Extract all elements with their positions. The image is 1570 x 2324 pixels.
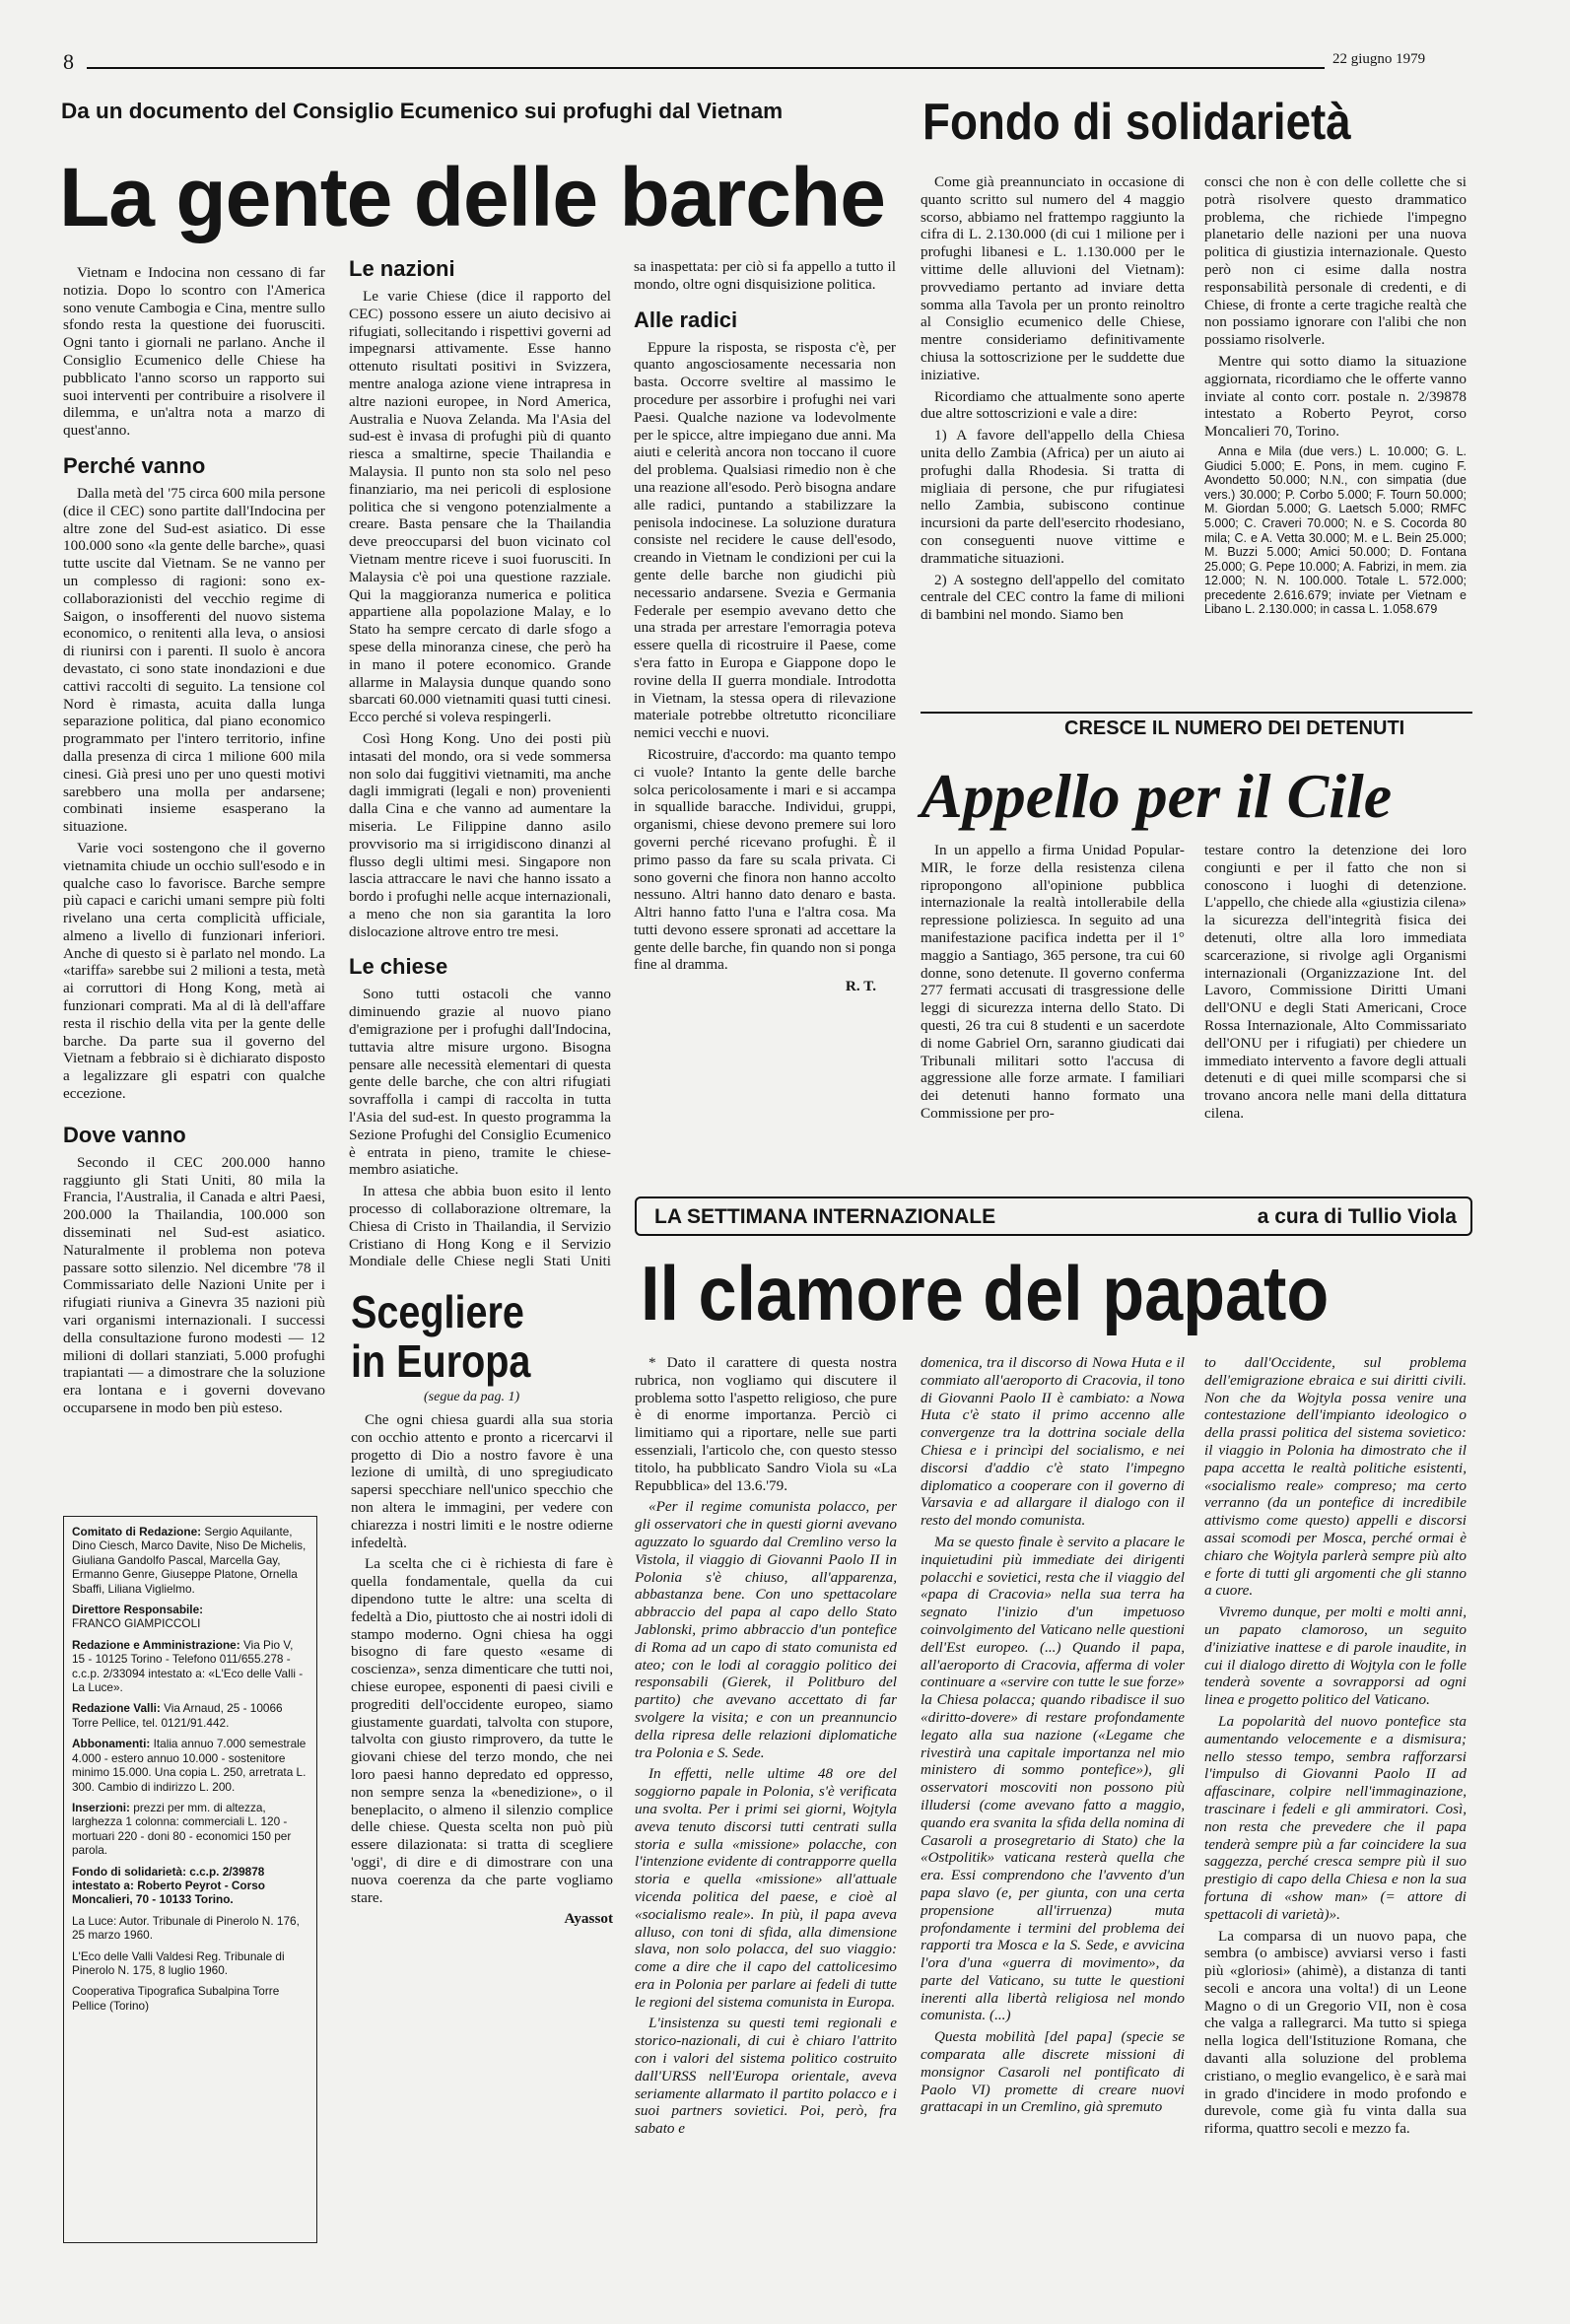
vietnam-signature: R. T.: [845, 978, 876, 995]
vietnam-column-3: [634, 258, 896, 1126]
vietnam-column-2: [349, 256, 611, 1271]
paragraph: La popolarità del nuovo pontefice sta aumentando velocemente e a dismisura; nello stesso tempo, sembra rafforzarsi l'impulso di Giovanni Paolo II ad affascinare, colpire nell'immaginazione, trascinare i fedeli e gli ammiratori. Così, non resta che prevedere che il papa tenderà sempre più a far coincidere la sua saggezza, perché cresca sempre più il suo prestigio di capo della Chiesa e non la sua fortuna di «show man» (= attore di spettacoli di varietà)».: [1204, 1712, 1467, 1923]
settimana-byline: a cura di Tullio Viola: [1257, 1205, 1457, 1228]
paragraph: Ricostruire, d'accordo: ma quanto tempo ci vuole? Intanto la gente delle barche solca pericolosamente i mari e si accampa in squallide baracche. Individui, gruppi, organismi, chiese devono premere sui loro governi perché ricevano profughi. È il primo passo da fare su scala privata. Ci sono governi che finora non hanno accolto nessuno. Altri hanno dato denaro e basta. Altri hanno fatto l'una e l'altra cosa. Ma tutti devono essere spronati ad accettare la gente delle barche, fin quando non si ponga fine al dramma.: [634, 745, 896, 974]
paragraph: sa inaspettata: per ciò si fa appello a tutto il mondo, oltre ogni disquisizione politica.: [634, 258, 896, 293]
cile-column-1: [921, 842, 1185, 1137]
europa-note: (segue da pag. 1): [424, 1390, 520, 1404]
paragraph: domenica, tra il discorso di Nowa Huta e il commiato all'aeroporto di Cracovia, il tono di Giovanni Paolo II è cambiato: a Nowa Huta c'è stato il primo accenno alle convergenze tra la dottrina sociale della Chiesa e i princìpi del socialismo, e nei discorsi d'addio c'è stato l'impegno diplomatico a cooperare con il governo di Varsavia e ad allargare il dialogo con il resto del mondo comunista.: [921, 1354, 1185, 1530]
paragraph: Vivremo dunque, per molti e molti anni, un papato clamoroso, un seguito d'iniziative inattese e di parole inaudite, in cui il dialogo diretto di Wojtyla con le folle tenderà sovente a sovrapporsi ad ogni linea e progetto politico del Vaticano.: [1204, 1604, 1467, 1709]
staff-text: Via Pio V, 15 - 10125 Torino - Telefono 011/655.278 - c.c.p. 2/33094 intestato a: «L'Eco delle Valli - La Luce».: [72, 1637, 304, 1695]
europa-article: [351, 1411, 613, 2269]
cile-headline: Appello per il Cile: [921, 761, 1393, 831]
page-date: 22 giugno 1979: [1332, 51, 1426, 67]
vietnam-headline: La gente delle barche: [59, 151, 885, 243]
papato-column-1: [635, 1354, 897, 2281]
paragraph: Sono tutti ostacoli che vanno diminuendo grazie al nuovo piano d'emigrazione per i profughi dall'Indocina, tuttavia altre misure urgono. Bisogna pensare alle necessità elementari di questa gente delle barche, che con altri rifugiati sovraffolla i campi di raccolta in tutta l'Asia del sud-est. In questo programma la Sezione Profughi del Consiglio Ecumenico è entrata in pieno, tramite le chiese-membro asiatiche.: [349, 986, 611, 1179]
europa-headline-line1: Scegliere: [351, 1286, 524, 1337]
staff-text: Cooperativa Tipografica Subalpina Torre Pellice (Torino): [72, 1984, 280, 2013]
paragraph: «Per il regime comunista polacco, per gli osservatori che in questi giorni avevano aguzzato lo sguardo dal Cremlino verso la Vistola, il viaggio di Giovanni Paolo II in Polonia s'è chiuso, all'apparenza, abbastanza bene. Con uno spettacolare abbraccio del papa al capo dello Stato Jablonski, primo abbraccio d'un pontefice di Roma ad un capo di stato comunista ed ateo; con le lodi al coraggio politico dei responsabili (Gierek, il Politburo del partito) che avevano accettato di far svolgere la visita; e con un preannuncio della ripresa delle relazioni diplomatiche tra Polonia e S. Sede.: [635, 1498, 897, 1761]
paragraph: Che ogni chiesa guardi alla sua storia con occhio attento e pronto a ricercarvi il progetto di Dio a nostro favore è una lezione di umiltà, di uno spregiudicato sapersi specchiare nell'unico specchio che non altera le immagini, per vedere con chiarezza i nostri limiti e le nostre odierne infedeltà.: [351, 1411, 613, 1551]
paragraph: In attesa che abbia buon esito il lento processo di collaborazione oltremare, la Chiesa di Cristo in Thailandia, il Servizio Cristiano di Hong Kong e il Servizio Mondiale delle Chiese negli Stati Uniti: [349, 1183, 611, 1270]
paragraph: Ricordiamo che attualmente sono aperte due altre sottoscrizioni e vale a dire:: [921, 387, 1185, 423]
cile-top-rule: [921, 712, 1472, 714]
vietnam-column-1: [63, 264, 325, 1536]
page-number: 8: [63, 49, 74, 74]
paragraph: Mentre qui sotto diamo la situazione aggiornata, ricordiamo che le offerte vanno inviate al conto corr. postale n. 2/39878 intestato a Roberto Peyrot, corso Moncalieri 70, Torino.: [1204, 352, 1467, 441]
vietnam-kicker: Da un documento del Consiglio Ecumenico sui profughi dal Vietnam: [61, 99, 784, 123]
subhead-dove-vanno: Dove vanno: [63, 1122, 186, 1147]
subhead-le-chiese: Le chiese: [349, 954, 448, 980]
paragraph: La scelta che ci è richiesta di fare è quella fondamentale, quella da cui dipendono tutte le altre: una scelta di fedeltà a Dio, piuttosto che ai nostri idoli di stampo moderno. Ogni chiesa ha oggi bisogno di fare questo «esame di coscienza», senza dimenticare che tutti noi, chiese europee, esponenti di paesi civili e progrediti dell'occidente europeo, siamo giustamente guardati, talvolta con stupore, talvolta con giusto rimprovero, da tutte le giovani chiese del terzo mondo, che nei loro paesi hanno depredato ed oppresso, non sempre senza la «benedizione», o il beneplacito, o almeno il silenzio complice delle chiese. Questa scelta non può più essere dilazionata: si tratta di scegliere 'oggi', di dire e di dimostrare con una nuova coerenza da che parte vogliamo stare.: [351, 1555, 613, 1906]
header-rule: [87, 67, 1325, 69]
staff-text: Via Arnaud, 25 - 10066 Torre Pellice, tel. 0121/91.442.: [72, 1701, 283, 1730]
fondo-headline: Fondo di solidarietà: [922, 94, 1351, 151]
papato-column-2: [921, 1354, 1185, 2281]
staff-text: Italia annuo 7.000 semestrale 4.000 - estero annuo 10.000 - sostenitore minimo 15.000. Una copia L. 250, arretrata L. 300. Cambio di indirizzo L. 200.: [72, 1737, 307, 1794]
vietnam-intro: Vietnam e Indocina non cessano di far notizia. Dopo lo scontro con l'America sono venute Cambogia e Cina, mentre sullo sfondo resta la questione dei fuorusciti. Ogni tanto i giornali ne parlano. Anche il Consiglio Ecumenico delle Chiese ha pubblicato l'anno scorso un rapporto sui suoi interventi per contribuire a risolvere il dilemma, e un'altra nota a marzo di quest'anno.: [63, 264, 325, 440]
paragraph: Dalla metà del '75 circa 600 mila persone (dice il CEC) sono partite dall'Indocina per altre zone del Sud-est asiatico. Di esse 100.000 sono «la gente delle barche», quasi tutte uscite dal Vietnam. Se ne vanno per un complesso di ragioni: sono ex-collaborazionisti del vecchio regime di Saigon, o insofferenti del nuovo sistema economico, o renitenti alla leva, o ansiosi di riunirsi con i parenti. Il suolo è ancora devastato, ci sono state inondazioni e due cattivi raccolti di seguito. La tensione col Nord è rimasta, acuita dalla lunga separazione politica, dal piano economico programmato per l'intero territorio, infine dalla presenza di circa 1 milione 600 mila cinesi. Già presi uno per uno questi motivi sarebbero una molla per andarsene; combinati insieme esasperano la situazione.: [63, 484, 325, 836]
subhead-alle-radici: Alle radici: [634, 307, 738, 332]
staff-label: Comitato di Redazione:: [72, 1525, 202, 1538]
subhead-le-nazioni: Le nazioni: [349, 256, 455, 281]
europa-headline: [351, 1287, 580, 1386]
paragraph: Varie voci sostengono che il governo vietnamita chiude un occhio sull'esodo e in qualche caso lo favorisce. Barche sempre più capaci e carichi umani sempre più folti rivelano una certa complicità ufficiale, almeno a livello di funzionari inferiori. Anche di questo si è parlato nel mondo. La «tariffa» sarebbe sui 2 milioni a testa, metà ai corruttori di Hong Kong, metà ai funzionari comprati. Ma al di là dell'affare resta il rischio della vita per la gente delle barche. Da parte sua il governo del Vietnam a febbraio si è dichiarato disposto a legalizzare gli espatri con qualche eccezione.: [63, 839, 325, 1103]
paragraph: testare contro la detenzione dei loro congiunti e per il fatto che non si conoscono i luoghi di detenzione. L'appello, che chiede alla «giustizia cilena» la sicurezza dell'integrità fisica dei detenuti, oltre alla loro immediata scarcerazione, si rivolge agli Organismi internazionali (Organizzazione Int. del Lavoro, Commissione Diritti Umani dell'ONU e degli Stati Americani, Croce Rossa Internazionale, Alto Commissariato dell'ONU per i rifugiati) per chiedere un immediato intervento a favore degli attuali detenuti e di quei mille scomparsi che si trovano ancora nelle mani della dittatura cilena.: [1204, 842, 1467, 1122]
fondo-column-2: [1204, 173, 1467, 706]
staff-text: Sergio Aquilante, Dino Ciesch, Marco Davite, Niso De Michelis, Giuliana Gandolfo Pascal, Marcella Gay, Ermanno Genre, Giuseppe Platone, Ornella Sbaffi, Liliana Viglielmo.: [72, 1525, 307, 1596]
cile-kicker: CRESCE IL NUMERO DEI DETENUTI: [1064, 718, 1405, 739]
cile-column-2: [1204, 842, 1467, 1137]
paragraph: Così Hong Kong. Uno dei posti più intasati del mondo, ora si vede sommersa non solo dai fuggitivi vietnamiti, ma anche dagli immigrati (legali e non) provenienti dalla Cina e che vanno ad aumentare la miseria. Le Filippine danno asilo provvisorio ma si irrigidiscono dinanzi al flusso degli ultimi mesi. Singapore non lascia attraccare le navi che hanno issato a bordo i profughi nelle acque internazionali, a meno che non sia garantita la loro dislocazione altrove entro tre mesi.: [349, 729, 611, 940]
fondo-column-1: [921, 173, 1185, 706]
staff-label: Redazione Valli:: [72, 1701, 161, 1716]
paragraph: In effetti, nelle ultime 48 ore del soggiorno papale in Polonia, s'è verificata una svolta. Per i primi sei giorni, Wojtyla aveva tenuto discorsi tutti centrati sulla storia e sulla «missione» polacche, con l'intenzione evidente di contrapporre quella storia e quella «missione» all'attuale vicenda politica del paese, e cioè al «socialismo reale». In più, il papa aveva alluso, con toni di sfida, alla dimensione slava, non solo polacca, del suo viaggio: come a dire che il capo del cattolicesimo era in Polonia per parlare ai fedeli di tutte le regioni del sistema comunista in Europa.: [635, 1765, 897, 2011]
paragraph: Come già preannunciato in occasione di quanto scritto sul numero del 4 maggio scorso, abbiamo nel frattempo raggiunto la cifra di L. 2.130.000 (di cui 1 milione per i profughi libanesi e L. 1.130.000 per le vittime delle alluvioni del Vietnam): provvediamo pertanto ad inviare detta somma alla Tavola per un pronto reinoltro al Consiglio ecumenico delle Chiese, mentre consideriamo definitivamente chiusa la sottoscrizione per le suddette due iniziative.: [921, 173, 1185, 383]
staff-text: FRANCO GIAMPICCOLI: [72, 1616, 201, 1631]
paragraph: Questa mobilità [del papa] (specie se comparata alle discrete missioni di monsignor Casaroli nel pontificato di Paolo VI) promette di creare nuovi grattacapi in un Cremlino, già spremuto: [921, 2028, 1185, 2116]
staff-fondo: Fondo di solidarietà: c.c.p. 2/39878 intestato a: Roberto Peyrot - Corso Moncalieri, 70 - 10133 Torino.: [72, 1864, 265, 1907]
paragraph: Eppure la risposta, se risposta c'è, per quanto angosciosamente necessaria non basta. Occorre sveltire al massimo le procedure per assorbire i profughi nei vari Paesi. Qualche nazione va lodevolmente per le spicce, altre impiegano due anni. Ma aiuti e celerità ancora non toccano il cuore del problema. Qualsiasi rimedio non è che una reazione all'esodo. Però bisogna andare alle radici, puntando a stabilizzare la penisola indocinese. La soluzione duratura consiste nel recidere le cause dell'esodo, creando in Vietnam le condizioni per cui la gente delle barche non giudichi più necessario andarsene. Svezia e Germania Federale per esempio avevano detto che una strada per arrestare l'emorragia poteva essere quella di ricostruire il Paese, come s'era fatto in Europa e Giappone dopo le rovine della II guerra mondiale. Introdotta in Vietnam, la stessa opera di rilevazione materiale potrebbe oltretutto riconciliare nemici vecchi e nuovi.: [634, 338, 896, 742]
staff-label: Direttore Responsabile:: [72, 1603, 204, 1617]
staff-text: prezzi per mm. di altezza, larghezza 1 colonna: commerciali L. 120 - mortuari 220 - doni 80 - economici 150 per parola.: [72, 1800, 292, 1858]
paragraph: Secondo il CEC 200.000 hanno raggiunto gli Stati Uniti, 80 mila la Francia, l'Australia, il Canada e altri Paesi, 200.000 la Thailandia, 100.000 son disseminati nel Sud-est asiatico. Naturalmente il problema non poteva passare sotto silenzio. Nel dicembre '78 il Commissariato delle Nazioni Unite per i rifugiati riuniva a Ginevra 35 nazioni più vari organismi internazionali. I successi della consultazione furono modesti — 12 milioni di dollari stanziati, 5.000 profughi trapiantati — a dimostrare che la soluzione era lontana e i governi dovevano occuparsene in modo ben più esteso.: [63, 1153, 325, 1417]
paragraph: Le varie Chiese (dice il rapporto del CEC) possono essere un aiuto decisivo ai rifugiati, sollecitando i rispettivi governi ad impegnarsi attivamente. Esse hanno ottenuto risultati positivi in Svizzera, mentre analoga azione viene intrapresa in altre nazioni europee, in Nord America, Australia e Nuova Zelanda. Ma l'Asia del sud-est è invasa di profughi più di quanto riesca a smaltirne, specie Thailandia e Malaysia. Il punto non sta solo nel peso finanziario, ma nei pericoli di esplosione politica che si vengono potenzialmente a creare. Basta pensare che la Thailandia deve preoccuparsi del buon vicinato col Vietnam mentre riceve i suoi fuorusciti. In Malaysia c'è poi una questione razziale. Qui la maggioranza numerica e politica appartiene alla popolazione Malay, e lo Stato ha sempre cercato di darle sfogo a spese della minoranza cinese, che però ha in mano il potere economico. Grande allarme in Malaysia dunque quando sono sbarcati 60.000 vietnamiti quasi tutti cinesi. Ecco perché si voleva respingerli.: [349, 288, 611, 726]
staff-label: Inserzioni:: [72, 1800, 130, 1814]
europa-author: Ayassot: [564, 1910, 613, 1928]
paragraph: L'insistenza su questi temi regionali e storico-nazionali, di cui è chiaro l'attrito con i valori del sistema politico costruito dall'URSS nell'Europa orientale, aveva seriamente allarmato il partito polacco e i suoi partners sovietici. Poi, però, fra sabato e: [635, 2015, 897, 2138]
donor-list: Anna e Mila (due vers.) L. 10.000; G. L. Giudici 5.000; E. Pons, in mem. cugino F. Avondetto 50.000; N.N., con simpatia (due vers.) 30.000; P. Corbo 5.000; F. Tourn 50.000; M. Giordan 5.000; G. Laetsch 5.000; RMFC 5.000; C. Craveri 70.000; N. e S. Cocorda 80 mila; C. e A. Vetta 30.000; M. e L. Bein 25.000; M. Buzzi 5.000; Amici 50.000; D. Fontana 25.000; G. Pepe 10.000; A. Fabrizi, in mem. zia 12.000; N. N. 100.000. Totale L. 572.000; precedente 2.616.679; inviate per Vietnam e Libano L. 2.130.000; in cassa L. 1.058.679: [1204, 444, 1467, 617]
subhead-perche-vanno: Perché vanno: [63, 452, 206, 478]
settimana-label: LA SETTIMANA INTERNAZIONALE: [654, 1205, 996, 1228]
paragraph: consci che non è con delle collette che si potrà risolvere questo drammatico problema, che richiede l'impegno planetario delle nazioni per una nuova politica di giustizia internazionale. Questo però non ci esime dalla nostra responsabilità personale di credenti, e di Chiese, di fronte a certe tragiche realtà che non possiamo ignorare con l'alibi che non possiamo risolverle.: [1204, 173, 1467, 349]
paragraph: 1) A favore dell'appello della Chiesa unita dello Zambia (Africa) per un aiuto ai profughi dalla Rhodesia. Si tratta di migliaia di persone, che pur rifugiatesi nello Zambia, subiscono continue incursioni da parte dell'esercito rhodesiano, con conseguenti nuove vittime e drammatiche situazioni.: [921, 427, 1185, 567]
papato-headline: Il clamore del papato: [641, 1250, 1330, 1336]
paragraph: Ma se questo finale è servito a placare le inquietudini più immediate dei dirigenti polacchi e sovietici, resta che il viaggio del «papa di Cracovia» nella sua terra ha segnato l'inizio d'un impetuoso coinvolgimento del Vaticano nelle questioni dell'Est europeo. (...) Quando il papa, all'aeroporto di Cracovia, afferma di voler continuare a «servire con tutte le sue forze» la Chiesa polacca; quando ribadisce il suo «diritto-dovere» di restare profondamente legato alla sua nazione («Legame che rivestirà una capitale importanza nel mio ministero di sommo pontefice»), gli osservatori moscoviti non possono più illudersi (come avevano fatto a maggio, quando era svanita la sfida della nomina di Casaroli a prosegretario di Stato) che la «Ostpolitik» vaticana resterà quella che era. Essi comprendono che l'avvento d'un papa slavo (e, per giunta, con una certa propensione all'irruenza) muta profondamente i termini del problema dei rapporti tra Mosca e la S. Sede, e avvicina l'ora d'una «guerra di movimento», da parte del Vaticano, su tutte le questioni inerenti alla libertà religiosa nel mondo comunista. (...): [921, 1533, 1185, 2024]
staff-text: La Luce: Autor. Tribunale di Pinerolo N. 176, 25 marzo 1960.: [72, 1913, 300, 1943]
staff-text: L'Eco delle Valli Valdesi Reg. Tribunale di Pinerolo N. 175, 8 luglio 1960.: [72, 1948, 285, 1977]
paragraph: to dall'Occidente, sul problema dell'emigrazione ebraica e sui diritti civili. Non che da Wojtyla possa venire una contestazione dell'impianto ideologico o della prassi politica del sistema sovietico: il viaggio in Polonia ha dimostrato che il papa accetta le realtà politiche esistenti, «socialismo reale» compreso; ma certo verranno (da un pontefice di incredibile attivismo come questo) appelli e discorsi assai scomodi per Mosca, perché ormai è chiaro che Wojtyla parlerà sempre più alto e forte di tutti gli argomenti che gli stanno a cuore.: [1204, 1354, 1467, 1600]
settimana-banner: [635, 1196, 1472, 1236]
europa-headline-line2: in Europa: [351, 1335, 531, 1387]
staff-label: Abbonamenti:: [72, 1737, 151, 1751]
papato-column-3: [1204, 1354, 1467, 2281]
paragraph: In un appello a firma Unidad Popular-MIR, le forze della resistenza cilena ripropongono all'opinione pubblica internazionale la realtà intollerabile della repressione poliziesca. In seguito ad una manifestazione pacifica indetta per il 1° maggio a Santiago, 365 persone, tra cui 60 donne, sono detenute. Il governo conferma 277 fermati accusati di trasgressione delle leggi di sicurezza interna dello Stato. Di questi, 26 tra cui 8 studenti e un sacerdote di nome Gabriel Orn, saranno giudicati dai Tribunali militari sotto l'accusa di aggressione alle forze armate. I familiari dei detenuti hanno formato una Commissione per pro-: [921, 842, 1185, 1122]
paragraph: 2) A sostegno dell'appello del comitato centrale del CEC contro la fame di milioni di bambini nel mondo. Siamo ben: [921, 571, 1185, 624]
paragraph: La comparsa di un nuovo papa, che sembra (o ambisce) avviarsi verso i fasti più «gloriosi» (ahimè), a distanza di tanti secoli e ancora una volta!) di un Leone Magno o di un Gregorio VII, non è cosa che valga a rallegrarci. Ma tutto si spiega nella logica dell'Istituzione Romana, che davanti alla soluzione del problema cristiano, o meglio evangelico, è e sarà mai in grado d'incidere in modo profondo e durevole, come già fu vinta dalla sua riforma, quattro secoli e mezzo fa.: [1204, 1927, 1467, 2138]
staff-label: Redazione e Amministrazione:: [72, 1637, 240, 1652]
paragraph: * Dato il carattere di questa nostra rubrica, non vogliamo qui discutere il problema sotto l'aspetto religioso, che pure è di enorme importanza. Perciò ci limitiamo qui a riportare, nelle sue parti essenziali, l'articolo che, con questo stesso titolo, ha pubblicato Sandro Viola su «La Repubblica» del 13.6.'79.: [635, 1354, 897, 1494]
staff-box: [63, 1516, 317, 2243]
